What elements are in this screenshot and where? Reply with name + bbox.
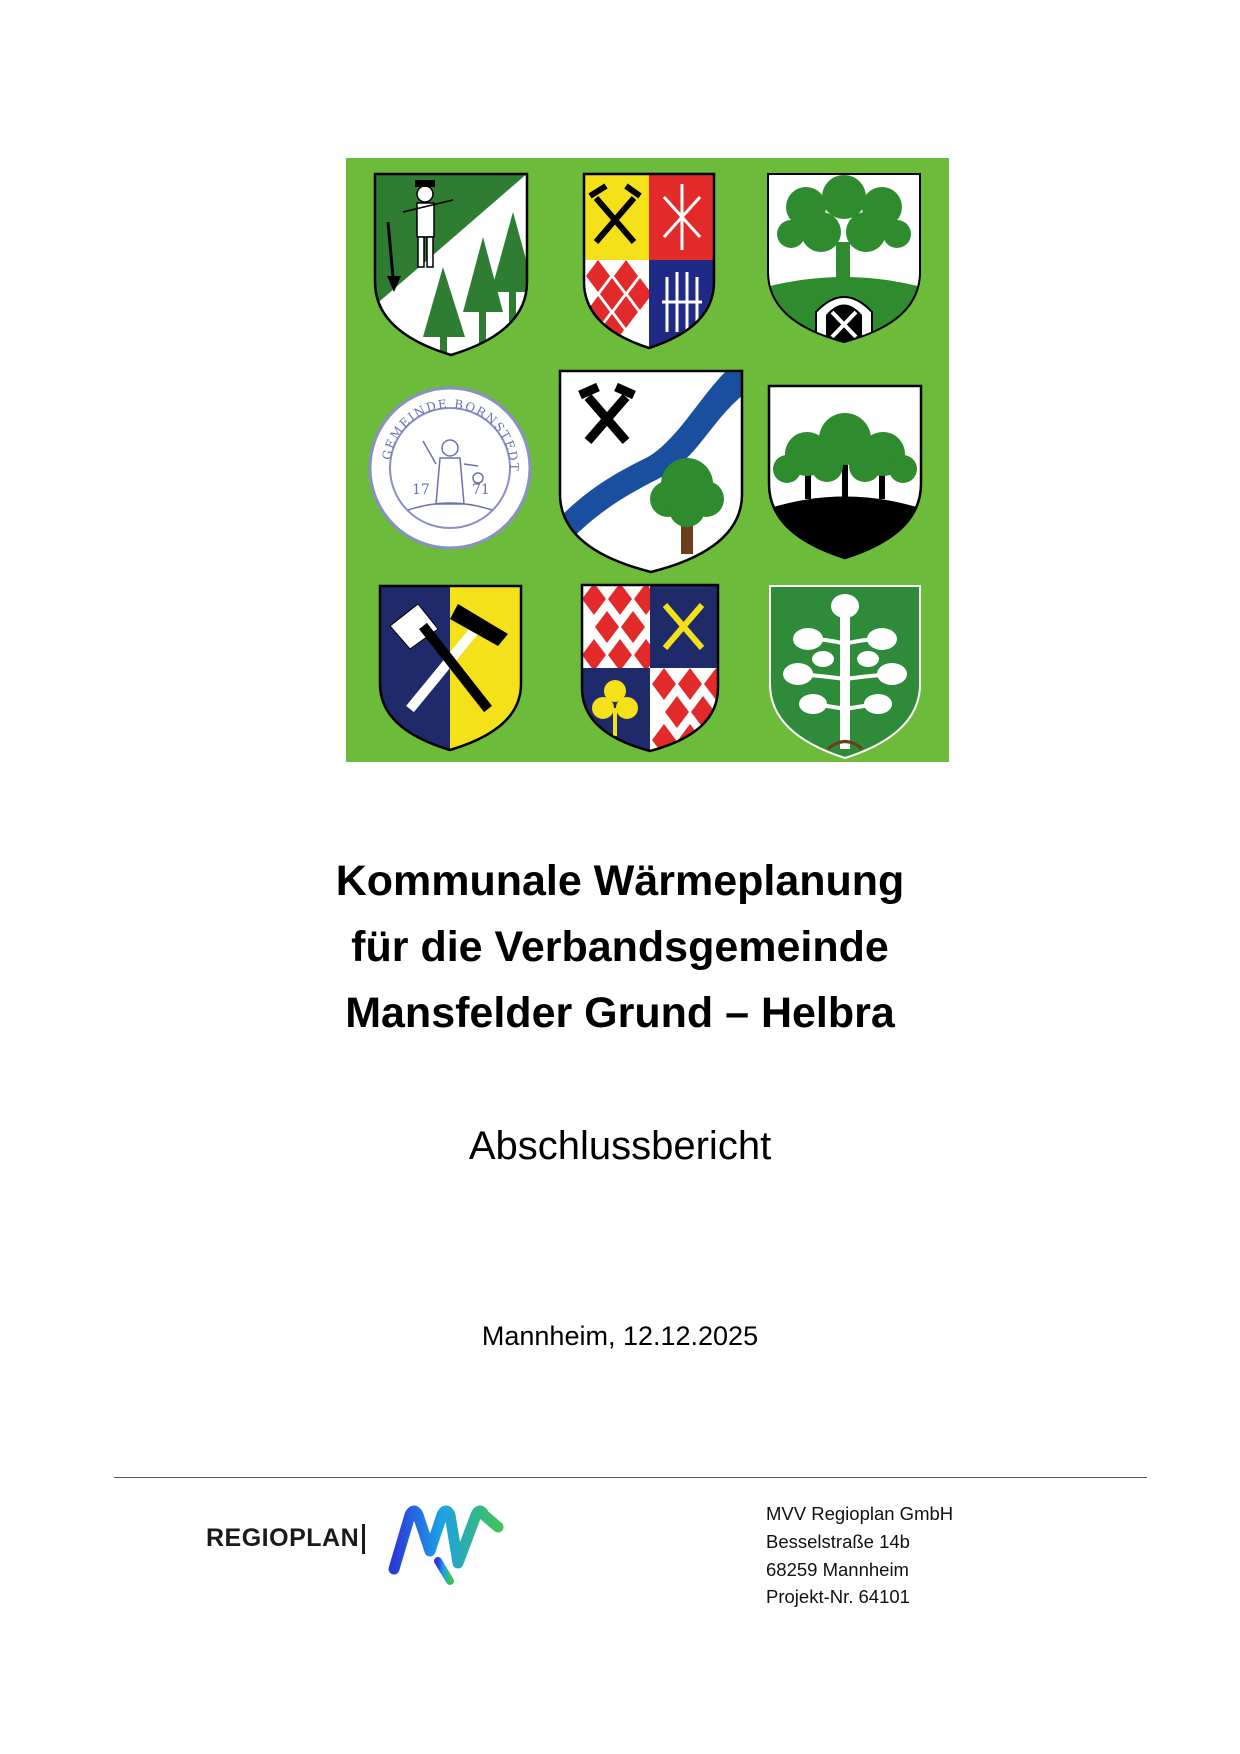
title-line-2: für die Verbandsgemeinde	[351, 923, 889, 971]
crest-mining-river-tree-icon	[558, 369, 744, 574]
crest-miner-forest-icon	[373, 172, 529, 357]
date-line: Mannheim, 12.12.2025	[481, 1321, 759, 1351]
svg-text:71: 71	[472, 482, 490, 498]
regioplan-logo-text: REGIOPLAN	[206, 1524, 360, 1552]
address-company: MVV Regioplan GmbH	[766, 1503, 954, 1524]
crest-hammer-pick-icon	[378, 584, 523, 752]
company-address	[766, 1500, 953, 1611]
svg-text:GEMEINDE BORNSTEDT: GEMEINDE BORNSTEDT	[379, 396, 522, 473]
crest-oak-tree-icon	[766, 172, 922, 344]
title-line-1: Kommunale Wärmeplanung	[335, 857, 905, 905]
title-line-3: Mansfelder Grund – Helbra	[345, 989, 895, 1037]
crest-linden-tree-icon	[768, 584, 922, 760]
footer-divider	[114, 1477, 1147, 1478]
crest-mining-quartered-icon	[582, 172, 716, 350]
cover-crest-collage	[346, 158, 949, 762]
document-title	[0, 848, 1240, 1046]
crest-mining-clover-icon	[580, 583, 720, 753]
svg-text:17: 17	[412, 482, 430, 498]
logo-separator	[362, 1524, 365, 1554]
mvv-logo-icon	[386, 1503, 504, 1585]
address-project-number: Projekt-Nr. 64101	[766, 1586, 910, 1608]
crest-tree-grove-icon	[767, 384, 923, 560]
seal-bornstedt-icon	[368, 386, 532, 550]
address-city: 68259 Mannheim	[766, 1558, 909, 1580]
document-subtitle: Abschlussbericht	[468, 1124, 772, 1168]
address-street: Besselstraße 14b	[766, 1530, 910, 1552]
